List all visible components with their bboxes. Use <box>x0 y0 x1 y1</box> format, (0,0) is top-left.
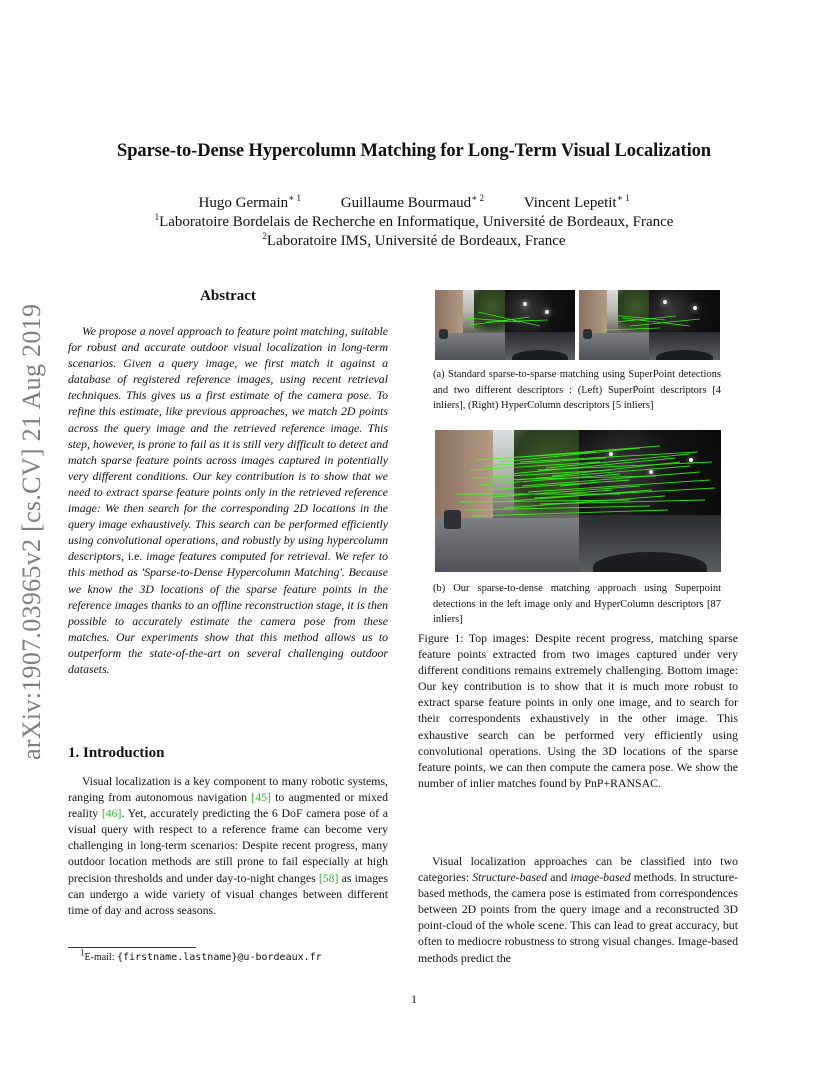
page-number: 1 <box>411 992 417 1006</box>
abstract-heading: Abstract <box>200 288 256 304</box>
figure-a-caption: (a) Standard sparse-to-sparse matching using SuperPoint detections and two different descriptors : (Left) SuperPoint descriptors [4 inliers], (Right) HyperColumn descriptors [5 inliers] <box>433 369 721 411</box>
author-3: Vincent Lepetit$^{∗ 1}$ <box>523 193 630 211</box>
figure-b-day-image <box>435 430 579 572</box>
footnote: $^1$E-mail: {firstname.lastname}@u-bordeaux.fr <box>80 947 322 963</box>
introduction-paragraph: Visual localization is a key component to many robotic systems, ranging from autonomous navigation [45] to augmented or mixed reality [46]. Yet, accurately predicting the 6 DoF camera pose of a visual query with respect to a reference frame can become very challenging in long-term scenarios: Despite recent progress, many outdoor location methods are still prone to fail especially at high precision thresholds and under day-to-night changes [58] as images can undergo a wide variety of visual changes between different time of day and across seasons. <box>68 774 388 917</box>
affiliation-2: $^2$Laboratoire IMS, Université de Bordeaux, France <box>262 231 566 249</box>
citation-link[interactable]: [45] <box>251 790 271 805</box>
paper-title: Sparse-to-Dense Hypercolumn Matching for Long-Term Visual Localization <box>117 141 711 161</box>
figure-a-right-day-image <box>579 290 649 360</box>
author-1: Hugo Germain$^{∗ 1}$ <box>198 193 301 211</box>
author-2: Guillaume Bourmaud$^{∗ 2}$ <box>340 193 485 211</box>
affiliation-1: $^1$Laboratoire Bordelais de Recherche en Informatique, Université de Bordeaux, France <box>154 212 674 230</box>
arxiv-stamp: arXiv:1907.03965v2 [cs.CV] 21 Aug 2019 <box>17 303 46 760</box>
citation-link[interactable]: [58] <box>318 870 339 885</box>
citation-link[interactable]: [46] <box>101 806 122 821</box>
section-heading-introduction: 1. Introduction <box>68 745 165 761</box>
figure-b-caption: (b) Our sparse-to-dense matching approach using Superpoint detections in the left image only and HyperColumn descriptors [87 inliers] <box>433 583 721 625</box>
figure-b-night-image <box>579 430 721 572</box>
figure-1-caption: Figure 1: Top images: Despite recent progress, matching sparse feature points extracted from two images captured under very different conditions remains extremely challenging. Bottom image: Our key contribution is to show that it is much more robust to extract sparse feature points in only one image, and to search for their correspondents exhaustively in the other image. This exhaustive search can be performed very efficiently using convolutional operations. Using the 3D locations of the sparse feature points, we can then compute the camera pose. We show the number of inlier matches found by PnP+RANSAC. <box>418 631 738 790</box>
footnote-divider <box>68 947 196 948</box>
figure-a-right-night-image <box>649 290 720 360</box>
abstract-text: We propose a novel approach to feature point matching, suitable for robust and accurate outdoor visual localization in long-term scenarios. Given a query image, we first match it against a database of registered reference images, using recent retrieval techniques. This gives us a first estimate of the camera pose. To refine this estimate, like previous approaches, we match 2D points across the query image and the retrieved reference image. This step, however, is prone to fail as it is still very difficult to detect and match sparse feature points across images captured in potentially very different conditions. Our key contribution is to show that we need to extract sparse feature points only in the retrieved reference image: We then search for the corresponding 2D locations in the query image exhaustively. This search can be performed efficiently using convolutional operations, and robustly by using hypercolumn descriptors, i.e. image features computed for retrieval. We refer to this method as 'Sparse-to-Dense Hypercolumn Matching'. Because we know the 3D locations of the sparse feature points in the reference images thanks to an offline reconstruction stage, it is then possible to accurately estimate the camera pose from these matches. Our experiments show that this method allows us to outperform the state-of-the-art on several challenging outdoor datasets. <box>68 324 388 676</box>
body-paragraph-right: Visual localization approaches can be classified into two categories: Structure-based and image-based methods. In structure-based methods, the camera pose is estimated from correspondences between 2D points from the query image and a reconstructed 3D point-cloud of the whole scene. This can lead to great accuracy, but often to mediocre robustness to strong visual changes. Image-based methods predict the <box>418 854 738 965</box>
figure-a-left-day-image <box>435 290 505 360</box>
figure-a-left-night-image <box>505 290 575 360</box>
author-list <box>0 195 828 212</box>
